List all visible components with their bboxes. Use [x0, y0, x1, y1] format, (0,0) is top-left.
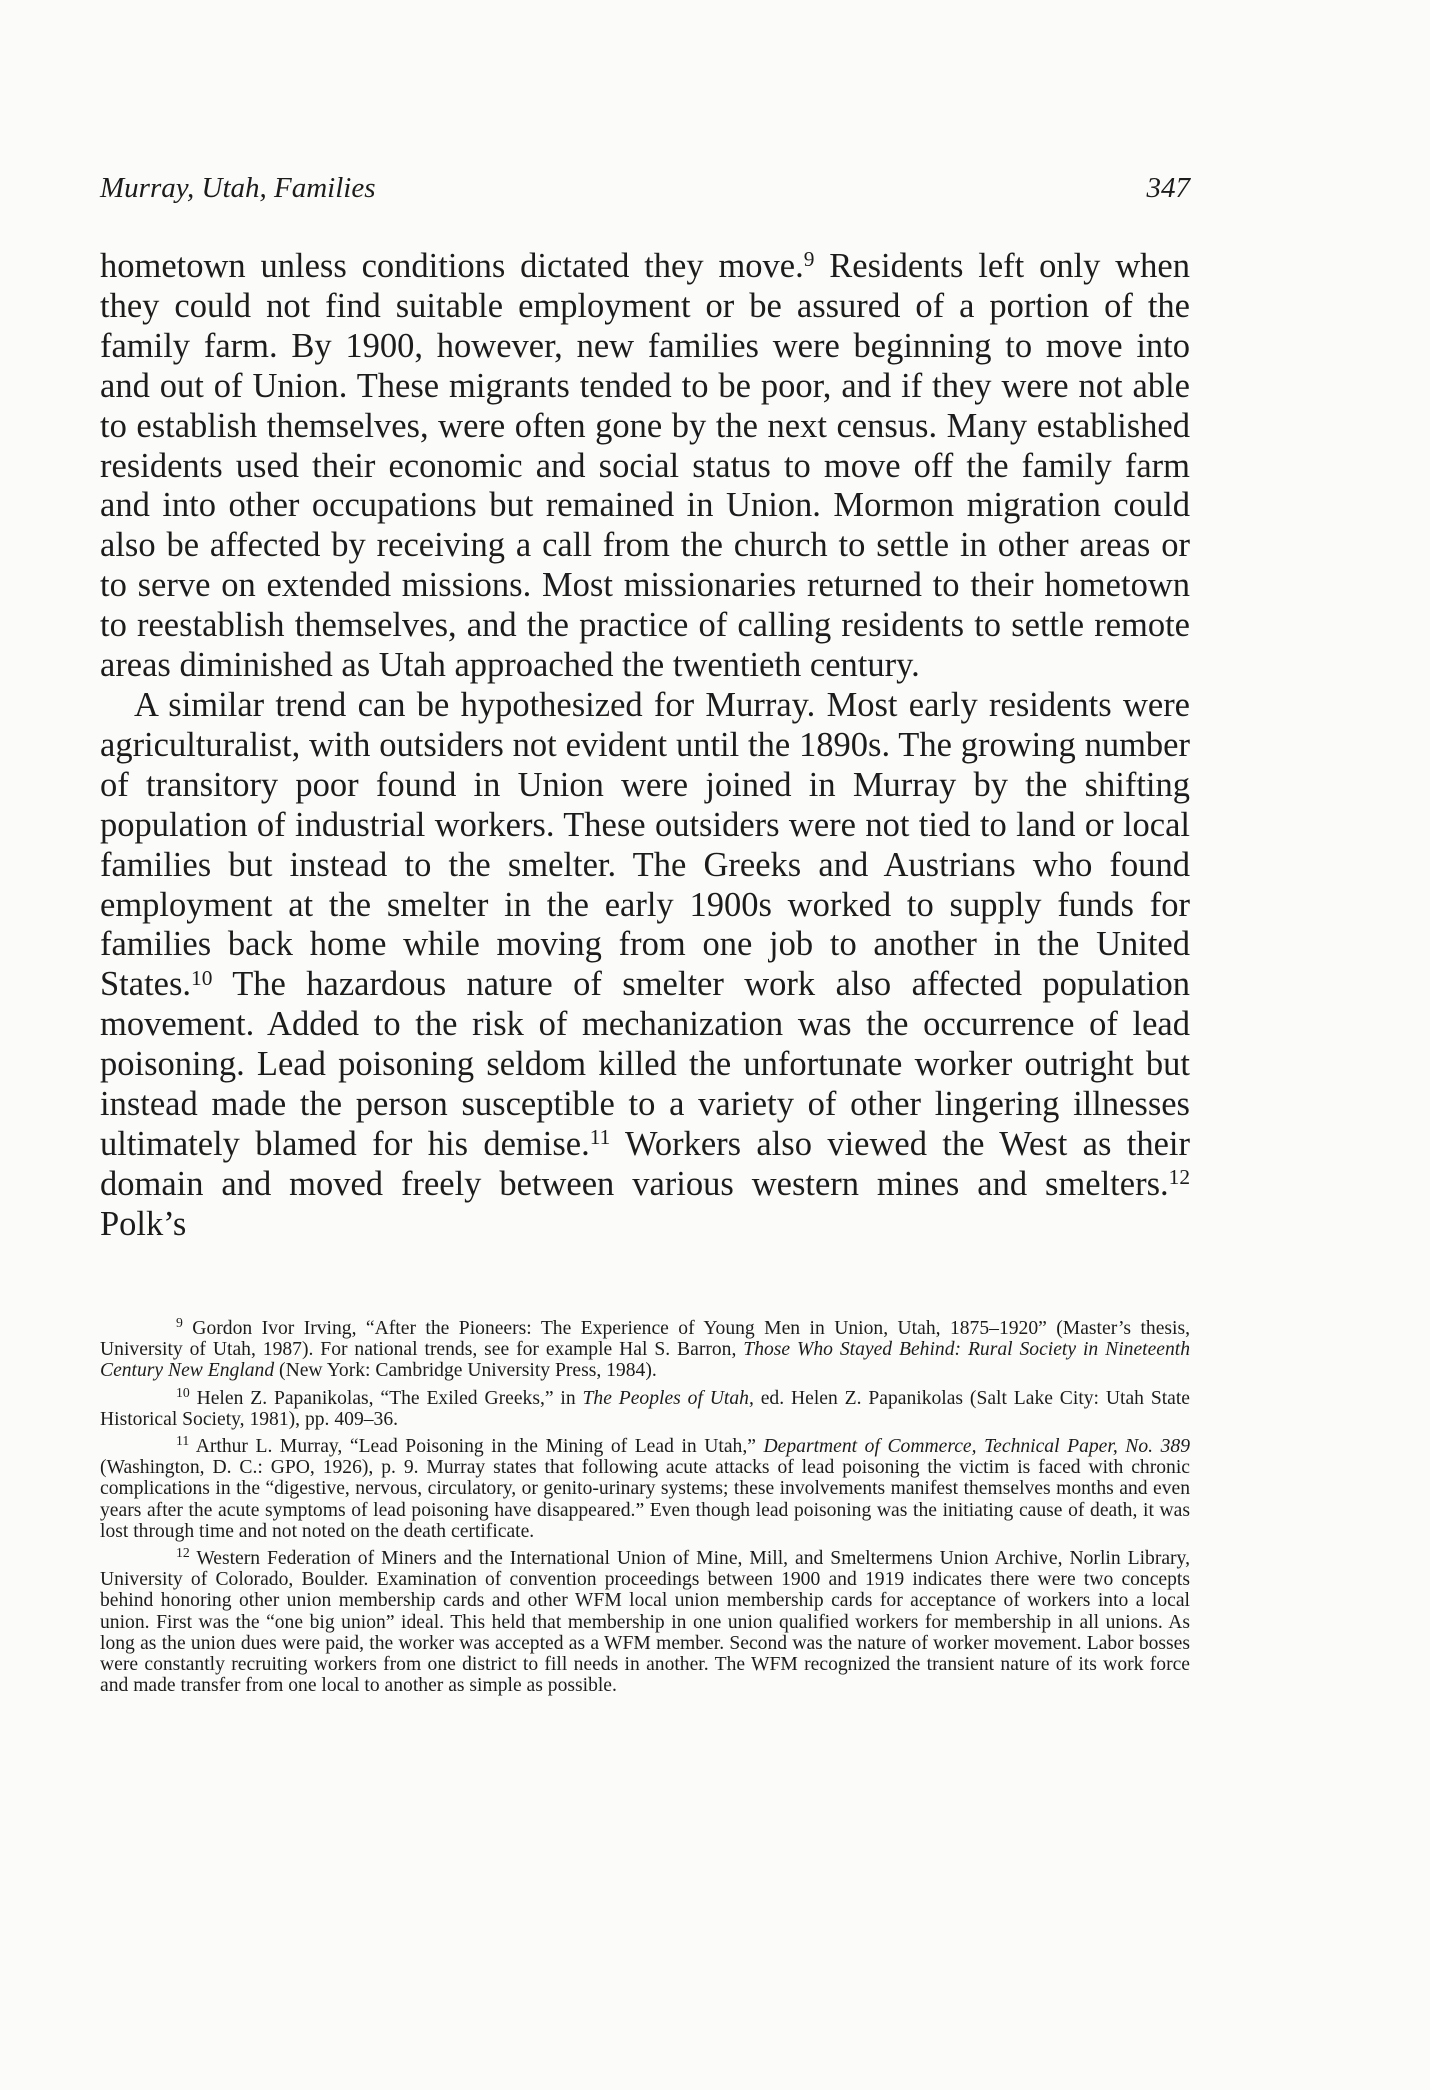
footnote-12: [100, 1545, 1190, 1697]
footnote-text: (Washington, D. C.: GPO, 1926), p. 9. Murray states that following acute attacks of lead poisoning the victim is faced with chronic complications in the “digestive, nervous, circulatory, or genito-urinary systems; these involvements manifest themselves months and even years after the acute symptoms of lead poisoning have disappeared.” Even though lead poisoning was the initiating cause of death, it was lost through time and not noted on the death certificate.: [100, 1457, 1190, 1542]
footnote-ref: 9: [803, 247, 815, 272]
paragraph-text: The hazardous nature of smelter work also affected population movement. Added to the risk of mechanization was the occurrence of lead poisoning. Lead poisoning seldom killed the unfortunate worker outright but instead made the person susceptible to a variety of other lingering illnesses ultimately blamed for his demise.: [100, 965, 1190, 1163]
footnote-title: The Peoples of Utah,: [582, 1387, 754, 1409]
footnote-9: [100, 1315, 1191, 1382]
paragraph-text: hometown unless conditions dictated they move.: [100, 247, 804, 285]
running-title: Murray, Utah, Families: [100, 172, 376, 204]
footnote-10: [100, 1384, 1191, 1430]
footnote-ref: 10: [191, 965, 213, 990]
footnote-ref: 12: [1168, 1165, 1190, 1190]
paragraph: [100, 686, 1190, 1245]
footnote-number: 9: [176, 1315, 183, 1331]
running-head: [100, 172, 1190, 212]
footnote-number: 10: [176, 1384, 190, 1400]
footnote-title: Department of Commerce, Technical Paper, No. 389: [763, 1436, 1191, 1458]
body-text: [100, 247, 1190, 1245]
footnote-text: Western Federation of Miners and the International Union of Mine, Mill, and Smeltermens Union Archive, Norlin Library, University of Colorado, Boulder. Examination of convention proceedings between 1900 and 1919 indicates there were two concepts behind honoring other union membership cards and other WFM local union membership cards for acceptance of workers into a local union. First was the “one big union” ideal. This held that membership in one union qualified workers for membership in all unions. As long as the union dues were paid, the worker was accepted as a WFM member. Second was the nature of worker movement. Labor bosses were constantly recruiting workers from one district to fill needs in another. The WFM recognized the transient nature of its work force and made transfer from one local to another as simple as possible.: [100, 1548, 1190, 1697]
footnote-text: (New York: Cambridge University Press, 1984).: [274, 1360, 657, 1382]
paragraph-text: Workers also viewed the West as their domain and moved freely between various western mines and smelters.: [100, 1124, 1190, 1203]
footnote-text: Arthur L. Murray, “Lead Poisoning in the Mining of Lead in Utah,”: [189, 1436, 764, 1458]
paragraph-text: A similar trend can be hypothesized for Murray. Most early residents were agriculturalist, with outsiders not evident until the 1890s. The growing number of transitory poor found in Union were joined in Murray by the shifting population of industrial workers. These outsiders were not tied to land or local families but instead to the smelter. The Greeks and Austrians who found employment at the smelter in the early 1900s worked to supply funds for families back home while moving from one job to another in the United States.: [100, 685, 1190, 1004]
footnote-text: Helen Z. Papanikolas, “The Exiled Greeks,” in: [189, 1387, 583, 1409]
paragraph: [100, 247, 1190, 686]
footnote-text: ed. Helen Z. Papanikolas (Salt Lake City: Utah State Historical Society, 1981), pp. 409–36.: [100, 1387, 1191, 1430]
footnote-number: 12: [176, 1545, 190, 1561]
footnote-text: Gordon Ivor Irving, “After the Pioneers: The Experience of Young Men in Union, Utah, 1875–1920” (Master’s thesis, University of Utah, 1987). For national trends, see for example Hal S. Barron,: [100, 1318, 1190, 1361]
footnote-ref: 11: [589, 1125, 611, 1150]
page-number: 347: [1146, 172, 1190, 204]
footnote-number: 11: [176, 1433, 190, 1449]
footnote-11: [100, 1433, 1191, 1542]
footnotes: [100, 1315, 1191, 1702]
footnote-title: Those Who Stayed Behind: Rural Society in Nineteenth Century New England: [100, 1339, 1191, 1382]
paragraph-text: Polk’s: [100, 1204, 187, 1243]
paragraph-text: Residents left only when they could not find suitable employment or be assured of a portion of the family farm. By 1900, however, new families were beginning to move into and out of Union. These migrants tended to be poor, and if they were not able to establish themselves, were often gone by the next census. Many established residents used their economic and social status to move off the family farm and into other occupations but remained in Union. Mormon migration could also be affected by receiving a call from the church to settle in other areas or to serve on extended missions. Most missionaries returned to their hometown to reestablish themselves, and the practice of calling residents to settle remote areas diminished as Utah approached the twentieth century.: [100, 247, 1190, 685]
